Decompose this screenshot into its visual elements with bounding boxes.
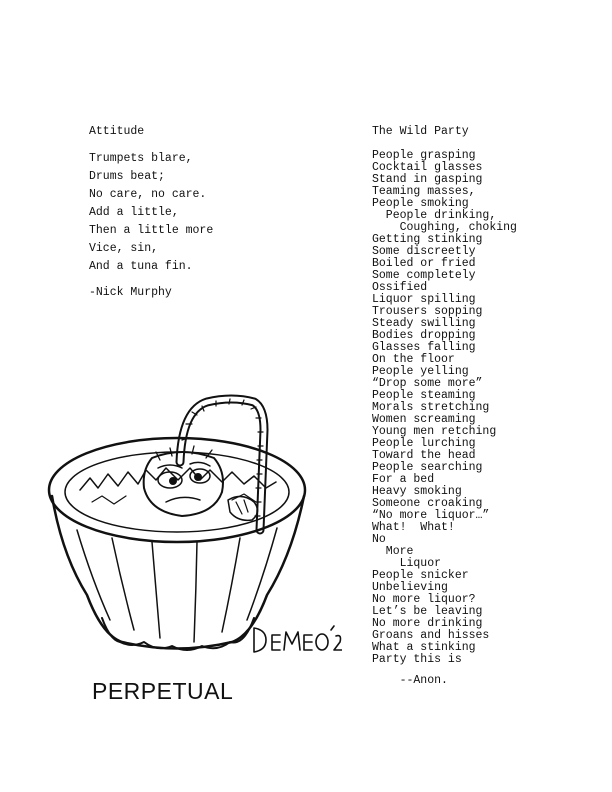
poem-body — [372, 150, 607, 666]
poem-line: Bodies dropping — [372, 329, 476, 342]
poem-line: Stand in gasping — [372, 173, 483, 186]
poem-title: Attitude — [89, 125, 145, 138]
poem-line: Getting stinking — [372, 233, 483, 246]
poem-line: Women screaming — [372, 413, 476, 426]
poem-line: More — [372, 545, 414, 558]
poem-line: Coughing, choking — [372, 221, 517, 234]
poem-line: Boiled or fried — [372, 257, 476, 270]
poem-attitude — [89, 125, 339, 300]
poem-line: No more liquor? — [372, 593, 476, 606]
poem-line: And a tuna fin. — [89, 260, 193, 273]
poem-line: What! What! — [372, 521, 455, 534]
poem-line: Teaming masses, — [372, 185, 476, 198]
poem-line: People lurching — [372, 437, 476, 450]
poem-line: Cocktail glasses — [372, 161, 483, 174]
poem-line: Glasses falling — [372, 341, 476, 354]
poem-line: Drums beat; — [89, 170, 165, 183]
poem-line: Some discreetly — [372, 245, 476, 258]
poem-line: People drinking, — [372, 209, 497, 222]
poem-line: Steady swilling — [372, 317, 476, 330]
poem-line: Morals stretching — [372, 401, 490, 414]
poem-line: People steaming — [372, 389, 476, 402]
poem-line: For a bed — [372, 473, 435, 486]
poem-line: Groans and hisses — [372, 629, 490, 642]
cartoon-caption: PERPETUAL — [92, 678, 234, 704]
poem-line: On the floor — [372, 353, 455, 366]
poem-line: Trousers sopping — [372, 305, 483, 318]
poem-line: Ossified — [372, 281, 428, 294]
poem-line: “No more liquor…” — [372, 509, 490, 522]
poem-line: Party this is — [372, 653, 462, 666]
poem-line: Let’s be leaving — [372, 605, 483, 618]
poem-line: Vice, sin, — [89, 242, 159, 255]
poem-attribution: --Anon. — [372, 674, 448, 687]
poem-line: Liquor spilling — [372, 293, 476, 306]
poem-line: Liquor — [372, 557, 442, 570]
poem-line: People smoking — [372, 197, 469, 210]
poem-line: No care, no care. — [89, 188, 207, 201]
poem-line: People searching — [372, 461, 483, 474]
poem-the-wild-party — [372, 125, 607, 688]
poem-line: People snicker — [372, 569, 469, 582]
poem-line: Heavy smoking — [372, 485, 462, 498]
poem-line: Toward the head — [372, 449, 476, 462]
poem-line: People grasping — [372, 149, 476, 162]
poem-line: Then a little more — [89, 224, 214, 237]
poem-line: No more drinking — [372, 617, 483, 630]
poem-line: Some completely — [372, 269, 476, 282]
perpetual-cartoon — [32, 380, 342, 690]
bucket-drawing — [32, 380, 342, 680]
poem-body — [89, 150, 339, 276]
poem-line: “Drop some more” — [372, 377, 483, 390]
poem-line: Someone croaking — [372, 497, 483, 510]
poem-line: What a stinking — [372, 641, 476, 654]
poem-line: Unbelieving — [372, 581, 448, 594]
poem-line: People yelling — [372, 365, 469, 378]
poem-line: Trumpets blare, — [89, 152, 193, 165]
poem-title: The Wild Party — [372, 125, 469, 138]
poem-line: No — [372, 533, 386, 546]
poem-line: Young men retching — [372, 425, 497, 438]
poem-author: -Nick Murphy — [89, 286, 172, 299]
poem-line: Add a little, — [89, 206, 179, 219]
